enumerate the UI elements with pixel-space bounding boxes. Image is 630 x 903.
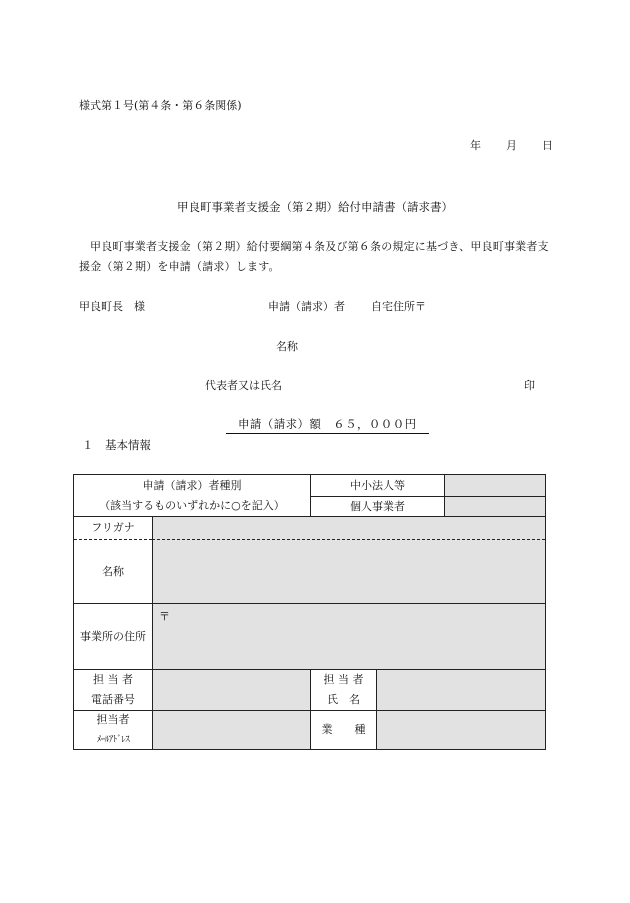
furigana-field[interactable]: [152, 516, 545, 539]
contact-email-line2: ﾒｰﾙｱﾄﾞﾚｽ: [96, 735, 130, 745]
contact-name-field[interactable]: [376, 669, 545, 710]
applicant-type-line2: （該当するものいずれかに○を記入）: [99, 498, 285, 512]
contact-name-line2: 氏 名: [327, 693, 360, 706]
industry-field[interactable]: [376, 710, 545, 749]
name-label: 名称: [74, 539, 152, 603]
contact-phone-line1: 担 当 者: [93, 673, 133, 686]
date-month: 月: [506, 139, 517, 152]
furigana-label: フリガナ: [74, 516, 152, 539]
contact-phone-label: [74, 669, 152, 710]
basic-info-table: [73, 474, 546, 750]
sole-proprietor-label: 個人事業者: [310, 496, 444, 516]
contact-name-label: [310, 669, 376, 710]
industry-label: 業 種: [310, 710, 376, 749]
sme-mark-field[interactable]: [444, 475, 545, 496]
home-address-label: 自宅住所〒: [371, 300, 426, 313]
name-field[interactable]: [152, 539, 545, 603]
requested-amount: 申請（請求）額 ６５，０００円: [226, 416, 429, 434]
body-text: 甲良町事業者支援金（第２期）給付要綱第４条及び第６条の規定に基づき、甲良町事業者支援金（第２期）を申請（請求）します。: [79, 240, 549, 273]
applicant-name-label: 名称: [276, 340, 298, 353]
office-address-label: 事業所の住所: [74, 603, 152, 669]
sole-proprietor-mark-field[interactable]: [444, 496, 545, 516]
date-day: 日: [542, 139, 553, 152]
addressee: 甲良町長 様: [79, 300, 145, 313]
representative-label: 代表者又は氏名: [205, 379, 282, 392]
contact-name-line1: 担 当 者: [323, 673, 364, 686]
contact-phone-field[interactable]: [152, 669, 310, 710]
contact-email-field[interactable]: [152, 710, 310, 749]
seal-mark: 印: [524, 379, 535, 392]
contact-email-line1: 担当者: [96, 713, 130, 726]
sme-label: 中小法人等: [310, 475, 444, 496]
contact-email-label: [74, 710, 152, 749]
applicant-type-label: [74, 475, 310, 516]
applicant-label: 申請（請求）者: [268, 300, 345, 313]
date-line: [470, 137, 553, 153]
section-title: １ 基本情報: [82, 438, 151, 452]
form-number: 様式第１号(第４条・第６条関係): [79, 99, 242, 112]
office-address-field[interactable]: [152, 603, 545, 669]
date-year: 年: [470, 139, 481, 152]
document-title: 甲良町事業者支援金（第２期）給付申請書（請求書）: [177, 200, 453, 214]
postal-mark: 〒: [159, 610, 170, 623]
contact-phone-line2: 電話番号: [91, 693, 135, 706]
applicant-type-line1: 申請（請求）者種別: [142, 478, 242, 492]
